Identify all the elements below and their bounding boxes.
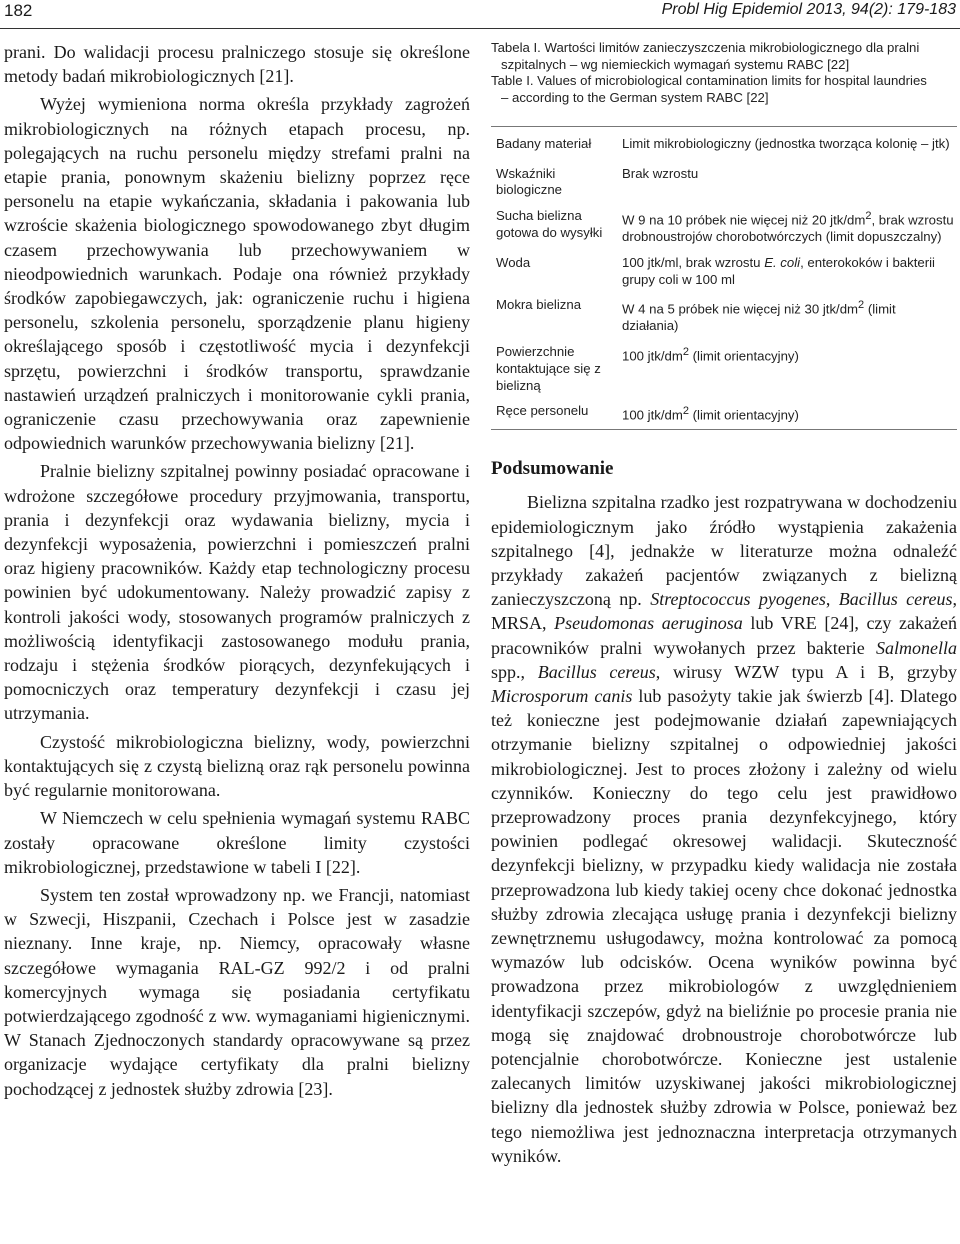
caption-pl-line-1: Tabela I. Wartości limitów zanieczyszczenia mikrobiologicznego dla pralni: [491, 40, 920, 55]
paragraph: Czystość mikrobiologiczna bielizny, wody, powierzchni kontaktujących się z czystą bielizną oraz rąk personelu powinna być regularnie monitorowana.: [4, 731, 470, 801]
limits-table: [491, 126, 957, 430]
page-number: 182: [4, 1, 33, 20]
cell-limit: W 9 na 10 próbek nie więcej niż 20 jtk/$dm^2$, brak wzrostu drobnoustrojów chorobotwórczych (limit dopuszczalny): [622, 210, 954, 245]
cell-material: Woda: [496, 254, 531, 270]
paragraph: System ten został wprowadzony np. we Francji, natomiast w Szwecji, Hiszpanii, Czechach i Polsce jest w zasadzie nieznany. Inne kraje, np. Niemcy, opracowały własne szczegółowe wymagania RAL-GZ 992/2 i od pralni komercyjnych wymaga się posiadania certyfikatu potwierdzającego zgodność z ww. wymaganiami higienicznymi. W Stanach Zjednoczonych standardy opracowywane są przez organizacje wydające certyfikaty dla pralni bielizny pochodzącej z jednostek służby zdrowia [23].: [4, 884, 470, 1099]
summary-body: [491, 490, 957, 1168]
summary-paragraph: Bielizna szpitalna rzadko jest rozpatrywana w dochodzeniu epidemiologicznym jako źródło wystąpienia zakażenia szpitalnego [4], jednakże w literaturze można odnaleźć przykłady zakażeń pacjentów związanych z bielizną zanieczyszczoną np. Streptococcus pyogenes, Bacillus cereus, MRSA, Pseudomonas aeruginosa lub VRE [24], czy zakażeń pracowników pralni wywołanych przez bakterie Salmonella spp., Bacillus cereus, wirusy WZW typu A i B, grzyby Microsporum canis lub pasożyty takie jak świerzb [4]. Dlatego też konieczne jest podejmowanie działań zapewniających otrzymanie bielizny szpitalnej o odpowiedniej jakości mikrobiologicznej. Jest to proces złożony i zależny od wielu czynników. Konieczny do tego celu jest prawidłowo przeprowadzony proces prania dezynfekcyjnego, który powinien podlegać okresowej walidacji. Skuteczność dezynfekcji bielizny, w przypadku kiedy walidacja nie została przeprowadzona lub kiedy takiej oceny chce dokonać jednostka służby zdrowia zlecająca usługę prania i dezynfekcji bielizny zewnętrznemu usługodawcy, można kontrolować za pomocą wymazów lub odcisków. Ocena wyników powinna być prowadzona przez mikrobiologów z uwzględnieniem identyfikacji szczepów, gdyż na bieliźnie po procesie prania nie mogą się znajdować drobnoustroje chorobotwórcze lub potencjalnie chorobotwórcze. Konieczne jest ustalenie zalecanych limitów uzyskiwanej jakości mikrobiologicznej bielizny dla jednostek służby zdrowia w Polsce, ponieważ bez tego niemożliwa jest jednoznaczna interpretacja otrzymanych wyników.: [491, 492, 957, 1166]
cell-limit: 100 jtk/ml, brak wzrostu E. coli, enterokoków i bakterii grupy coli w 100 ml: [622, 254, 935, 287]
table-row: [491, 162, 957, 204]
cell-limit: 100 jtk/$dm^2$ (limit orientacyjny): [622, 346, 799, 364]
table-row: [491, 251, 957, 293]
table-row: [491, 399, 957, 430]
journal-citation: Probl Hig Epidemiol 2013, 94(2): 179-183: [661, 1, 956, 18]
caption-pl-line-2: szpitalnych – wg niemieckich wymagań systemu RABC [22]: [501, 56, 850, 72]
table-caption: [491, 40, 957, 106]
table-row: [491, 293, 957, 340]
section-heading-summary: Podsumowanie: [491, 458, 614, 480]
cell-material: Sucha bielizna gotowa do wysyłki: [496, 208, 603, 240]
table-row: [491, 204, 957, 251]
caption-en-line-1: Table I. Values of microbiological contamination limits for hospital laundries: [491, 73, 927, 88]
cell-material: Ręce personelu: [496, 403, 589, 419]
cell-limit: Brak wzrostu: [622, 165, 699, 181]
column-header-limit: Limit mikrobiologiczny (jednostka tworząca kolonię – jtk): [622, 136, 950, 151]
left-column: [4, 40, 470, 1101]
paragraph: W Niemczech w celu spełnienia wymagań systemu RABC zostały opracowane określone limity czystości mikrobiologicznej, przedstawione w tabeli I [22].: [4, 808, 470, 877]
paragraph: Pralnie bielizny szpitalnej powinny posiadać opracowane i wdrożone szczegółowe procedury przyjmowania, transportu, prania i dezynfekcji oraz wydawania bielizny, mycia i dezynfekcji wyposażenia, powierzchni i pomieszczeń pralni oraz higieny pracowników. Każdy etap technologiczny procesu powinien być udokumentowany. Należy prowadzić zapisy z kontroli jakości wody, stosowanych programów pralniczych z możliwością identyfikacji zastosowanego modułu prania, rodzaju i stężenia środków piorących, dezynfekujących i pomocniczych oraz temperatury dezynfekcji i czasu jej utrzymania.: [4, 461, 470, 724]
page-header: [0, 0, 960, 29]
cell-material: Wskaźniki biologiczne: [496, 165, 562, 198]
paragraph: prani. Do walidacji procesu pralniczego stosuje się określone metody badań mikrobiologicznych [21].: [4, 42, 470, 87]
cell-material: Mokra bielizna: [496, 297, 582, 313]
cell-limit: W 4 na 5 próbek nie więcej niż 30 jtk/$dm^2$ (limit działania): [622, 299, 896, 334]
column-header-material: Badany materiał: [496, 136, 592, 151]
paragraph: Wyżej wymieniona norma określa przykłady zagrożeń mikrobiologicznych na różnych etapach procesu, np. polegających na ruchu personelu między strefami pralni na etapie prania, ponownym skażeniu bielizny poprzez ręce personelu na etapie wykańczania, składania i pakowania lub wzroście skażenia biologicznego spowodowanego zbyt długim czasem przechowywania lub przechowywaniem w nieodpowiednich warunkach. Podaje ona również przykłady środków zapobiegawczych, jak: ograniczenie ruchu i higiena personelu, szkolenia personelu, sporządzenie planu higieny określającego sposób i częstotliwość mycia i dezynfekcji sprzętu, powierzchni i środków transportu, sprawdzanie nastawień urządzeń pralniczych i monitorowanie cykli prania, ograniczenie czasu przechowywania oraz zapewnienie odpowiednich warunków przechowywania bielizny [21].: [4, 94, 470, 454]
cell-material: Powierzchnie kontaktujące się z bielizną: [496, 344, 601, 393]
cell-limit: 100 jtk/$dm^2$ (limit orientacyjny): [622, 405, 799, 423]
caption-en-line-2: – according to the German system RABC [22]: [501, 89, 769, 105]
table-row: [491, 340, 957, 399]
right-column: [491, 40, 957, 1168]
table-header-row: [491, 127, 957, 162]
